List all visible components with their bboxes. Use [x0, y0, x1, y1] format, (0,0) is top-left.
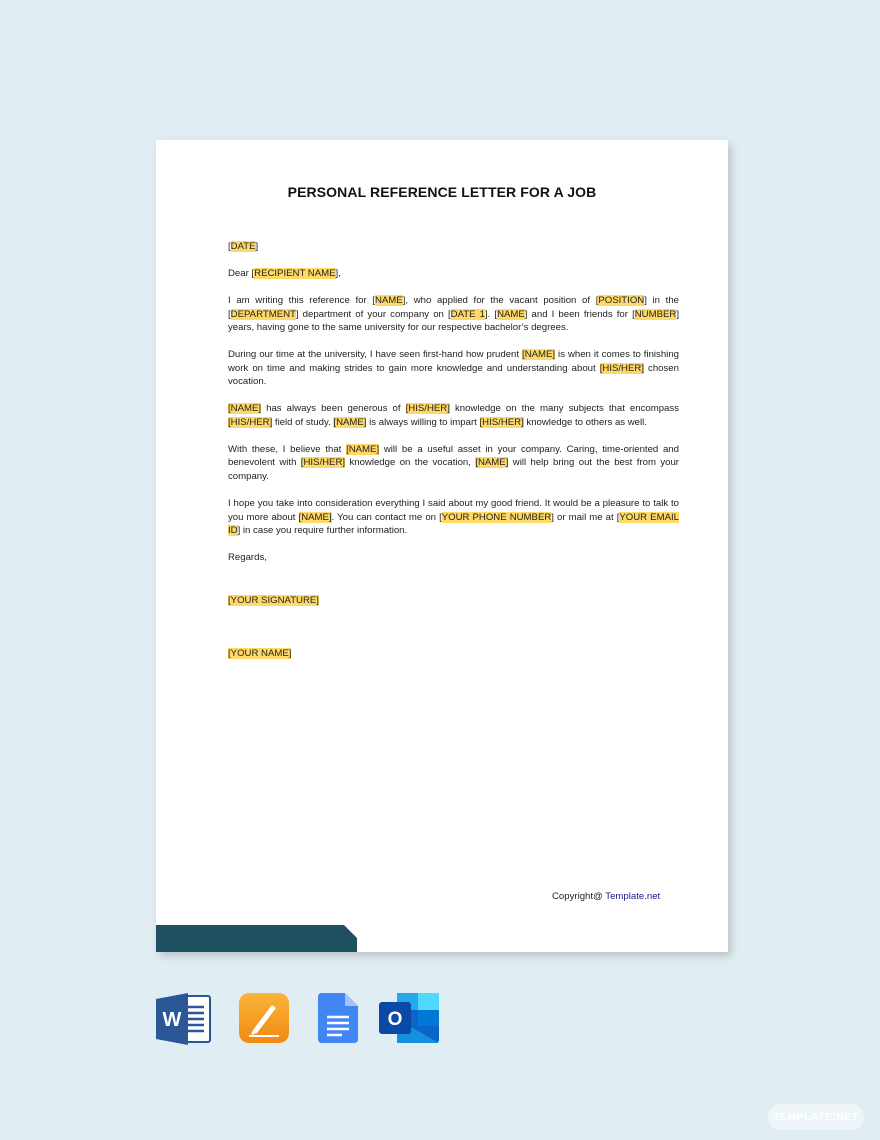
- letter-text: has always been generous of: [261, 403, 406, 415]
- placeholder-field: NAME: [374, 294, 403, 306]
- name-line: [228, 647, 679, 661]
- word-icon[interactable]: [156, 993, 212, 1045]
- signature-line: [228, 594, 679, 608]
- letter-text: ] department of your company on [: [295, 308, 451, 320]
- placeholder-field: [HIS/HER]: [405, 403, 450, 415]
- outlook-icon-letter: O: [387, 1009, 403, 1030]
- copyright-prefix: Copyright@: [552, 891, 606, 902]
- letter-paragraph: [228, 267, 679, 281]
- letter-text: ], who applied for the vacant position of [: [402, 294, 599, 306]
- letter-paragraph: [228, 551, 679, 565]
- letter-text: During our time at the university, I have seen first-hand how prudent: [228, 349, 523, 361]
- letter-paragraph: [228, 348, 679, 389]
- placeholder-field: [NAME]: [298, 511, 332, 523]
- letter-text: is when it comes to finishing work on time and making strides to gain more knowledge and understanding about: [228, 349, 679, 374]
- template-net-watermark[interactable]: TEMPLATE.NET: [768, 1104, 864, 1130]
- letter-text: ] years, having gone to the same university for our respective bachelor’s degrees.: [228, 308, 679, 334]
- signature-placeholder: [YOUR SIGNATURE]: [228, 594, 319, 606]
- document-body: [228, 240, 679, 661]
- placeholder-field: DEPARTMENT: [230, 308, 296, 320]
- letter-text: I hope you take into consideration everything I said about my good friend. It would be a pleasure to talk to you more about: [228, 498, 679, 523]
- letter-text: will help bring out the best from your company.: [228, 457, 679, 483]
- placeholder-field: YOUR PHONE NUMBER: [441, 511, 552, 523]
- letter-text: knowledge on the vocation,: [345, 457, 476, 469]
- pages-icon[interactable]: [239, 993, 289, 1043]
- copyright-site-link[interactable]: Template.net: [605, 891, 661, 902]
- document-title: PERSONAL REFERENCE LETTER FOR A JOB: [287, 184, 597, 200]
- placeholder-field: POSITION: [598, 294, 645, 306]
- placeholder-field: [HIS/HER]: [300, 457, 346, 469]
- letter-text: knowledge on the many subjects that encompass: [449, 403, 679, 415]
- letter-paragraphs: [228, 240, 679, 565]
- letter-text: ] and I been friends for [: [524, 308, 635, 320]
- letter-paragraph: [228, 240, 679, 254]
- placeholder-field: [NAME]: [228, 403, 262, 415]
- placeholder-field: [NAME]: [333, 416, 367, 428]
- letter-text: ] in the [: [228, 294, 680, 320]
- letter-text: ] in case you require further information.: [237, 525, 408, 537]
- letter-text: ]. [: [484, 308, 498, 320]
- placeholder-field: DATE 1: [450, 308, 485, 320]
- letter-paragraph: [228, 497, 679, 538]
- letter-text: is always willing to impart: [366, 416, 480, 428]
- outlook-icon[interactable]: [379, 993, 439, 1043]
- letter-text: ]: [255, 241, 259, 252]
- google-docs-icon[interactable]: [318, 993, 358, 1043]
- letter-paragraph: [228, 294, 679, 335]
- letter-text: Dear [: [228, 267, 255, 279]
- letter-text: Regards,: [228, 552, 267, 564]
- letter-text: knowledge to others as well.: [523, 416, 647, 428]
- letter-paragraph: [228, 443, 679, 484]
- letter-text: . You can contact me on [: [331, 511, 442, 523]
- letter-paragraph: [228, 402, 679, 429]
- letter-text: will be a useful asset in your company. Caring, time-oriented and benevolent with: [228, 443, 679, 469]
- placeholder-field: [NAME]: [522, 349, 556, 361]
- letter-text: I am writing this reference for [: [228, 294, 375, 306]
- placeholder-field: [HIS/HER]: [599, 362, 644, 374]
- word-icon-letter: W: [162, 1009, 182, 1031]
- name-placeholder: [YOUR NAME]: [228, 648, 292, 660]
- placeholder-field: YOUR EMAIL ID: [228, 511, 679, 537]
- letter-text: With these, I believe that: [228, 443, 347, 455]
- placeholder-field: [HIS/HER]: [228, 416, 273, 428]
- letter-text: chosen vocation.: [228, 362, 679, 388]
- placeholder-field: NAME: [497, 308, 525, 320]
- copyright-text: [552, 891, 660, 902]
- letter-text: ] or mail me at [: [551, 511, 620, 523]
- placeholder-field: RECIPIENT NAME: [254, 267, 336, 279]
- letter-text: field of study.: [272, 416, 334, 428]
- placeholder-field: [HIS/HER]: [479, 416, 524, 428]
- placeholder-field: [NAME]: [475, 457, 509, 469]
- letter-text: ],: [335, 267, 341, 279]
- placeholder-field: DATE: [230, 241, 256, 252]
- placeholder-field: NUMBER: [634, 308, 677, 320]
- document-page: [156, 140, 728, 952]
- placeholder-field: [NAME]: [346, 443, 380, 455]
- footer-bar: [156, 925, 357, 952]
- letter-text: [: [228, 241, 231, 252]
